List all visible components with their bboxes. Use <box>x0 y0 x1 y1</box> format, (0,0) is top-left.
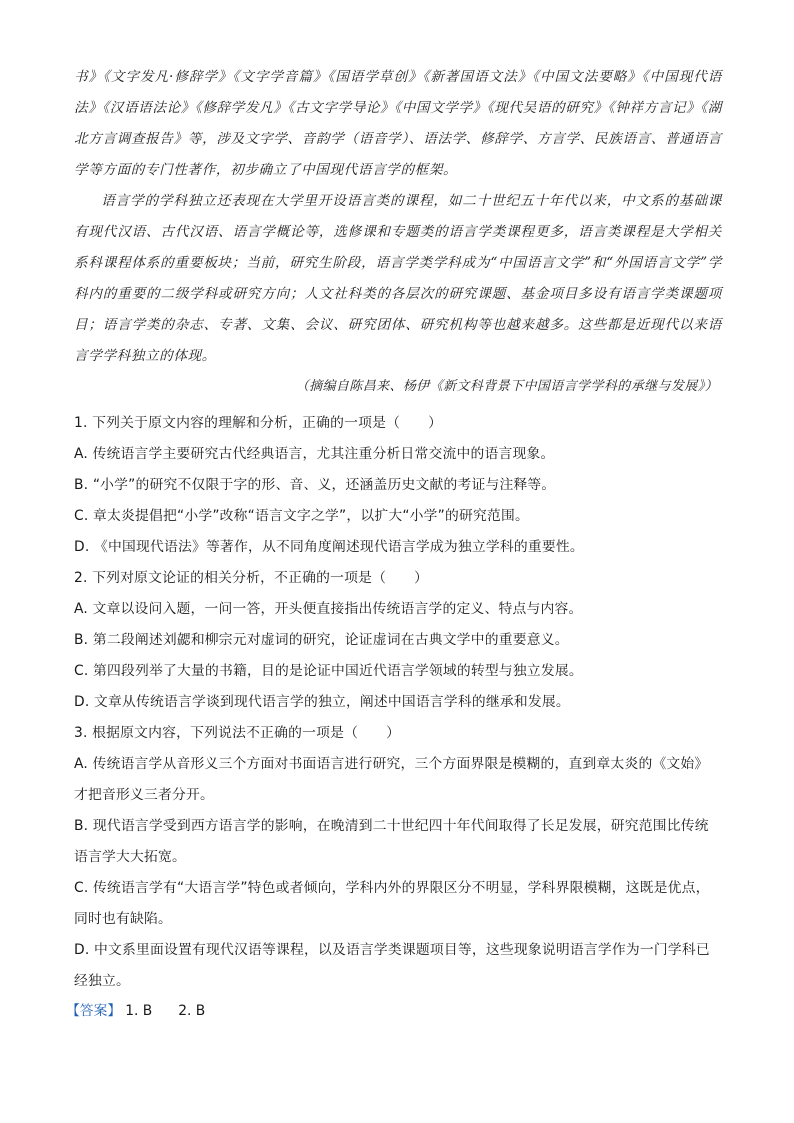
passage-paragraph-2: 语言学的学科独立还表现在大学里开设语言类的课程，如二十世纪五十年代以来，中文系的基础课有现代汉语、古代汉语、语言学概论等，选修课和专题类的语言学类课程更多，语言类课程是大学相关系科课程体系的重要板块；当前，研究生阶段，语言学类学科成为“中国语言文学”和“外国语言文学”学科内的重要的二级学科或研究方向；人文社科类的各层次的研究课题、基金项目多设有语言学类课题项目；语言学类的杂志、专著、文集、会议、研究团体、研究机构等也越来越多。这些都是近现代以来语言学学科独立的体现。 <box>74 193 722 364</box>
question-3 <box>74 718 722 997</box>
option-a: A. 传统语言学主要研究古代经典语言，尤其注重分析日常交流中的语言现象。 <box>74 446 555 462</box>
option-b: B. 第二段阐述刘勰和柳宗元对虚词的研究，论证虚词在古典文学中的重要意义。 <box>74 632 569 648</box>
question-stem: 1. 下列关于原文内容的理解和分析，正确的一项是（ ） <box>74 415 443 431</box>
option-b: B. “小学”的研究不仅限于字的形、音、义，还涵盖历史文献的考证与注释等。 <box>74 477 556 493</box>
reading-passage <box>74 62 722 372</box>
answer-label: 【答案】 <box>66 1003 122 1019</box>
option-d: D. 中文系里面设置有现代汉语等课程，以及语言学类课题项目等，这些现象说明语言学作为一门学科已经独立。 <box>74 942 710 989</box>
option-c: C. 第四段列举了大量的书籍，目的是论证中国近代语言学领域的转型与独立发展。 <box>74 663 583 679</box>
option-d: D. 文章从传统语言学谈到现代语言学的独立，阐述中国语言学科的继承和发展。 <box>74 694 570 710</box>
option-d: D. 《中国现代语法》等著作，从不同角度阐述现代语言学成为独立学科的重要性。 <box>74 539 584 555</box>
passage-paragraph-1: 书》《文字发凡·修辞学》《文字学音篇》《国语学草创》《新著国语文法》《中国文法要略》《中国现代语法》《汉语语法论》《修辞学发凡》《古文字学导论》《中国文学学》《现代吴语的研究》《钟祥方言记》《湖北方言调查报告》等，涉及文字学、音韵学（语音学）、语法学、修辞学、方言学、民族语言、普通语言学等方面的专门性著作，初步确立了中国现代语言学的框架。 <box>74 69 722 178</box>
option-a: A. 文章以设问入题，一问一答，开头便直接指出传统语言学的定义、特点与内容。 <box>74 601 583 617</box>
passage-source: （摘编自陈昌来、杨伊《新文科背景下中国语言学学科的承继与发展》） <box>295 379 718 394</box>
answer-1: 1. B <box>125 1003 153 1019</box>
question-stem: 3. 根据原文内容，下列说法不正确的一项是（ ） <box>74 725 401 741</box>
answer-line <box>66 998 205 1024</box>
question-stem: 2. 下列对原文论证的相关分析，不正确的一项是（ ） <box>74 570 429 586</box>
answer-2: 2. B <box>178 1003 206 1019</box>
question-list <box>74 408 722 997</box>
option-b: B. 现代语言学受到西方语言学的影响，在晚清到二十世纪四十年代间取得了长足发展，研究范围比传统语言学大大拓宽。 <box>74 818 709 865</box>
option-c: C. 章太炎提倡把“小学”改称“语言文字之学”，以扩大“小学”的研究范围。 <box>74 508 530 524</box>
option-c: C. 传统语言学有“大语言学”特色或者倾向，学科内外的界限区分不明显，学科界限模糊，这既是优点，同时也有缺陷。 <box>74 880 710 927</box>
question-2 <box>74 563 722 718</box>
option-a: A. 传统语言学从音形义三个方面对书面语言进行研究，三个方面界限是模糊的，直到章太炎的《文始》才把音形义三者分开。 <box>74 756 709 803</box>
question-1 <box>74 408 722 563</box>
